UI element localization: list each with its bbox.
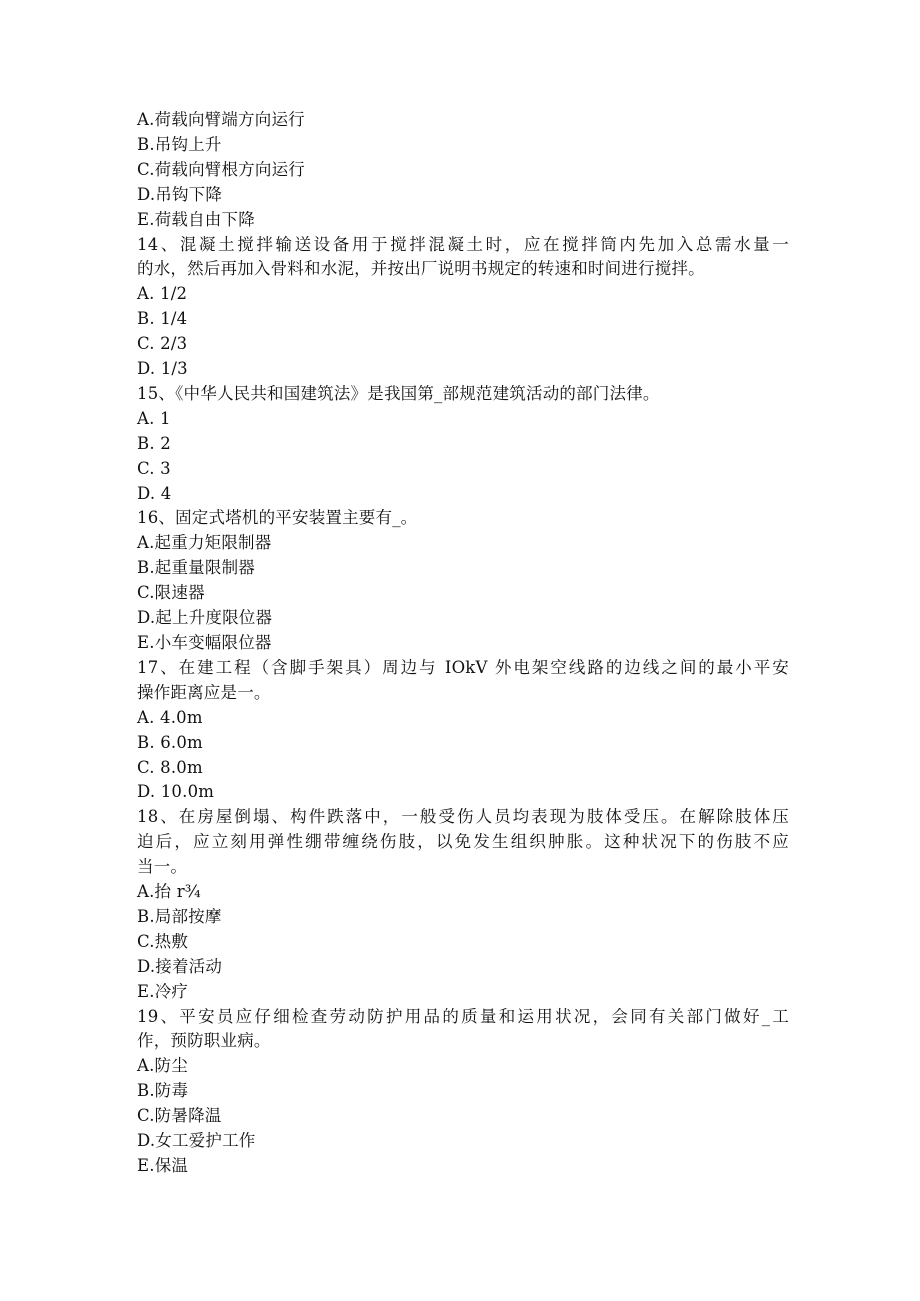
text-line: C. 8.0m <box>137 757 203 777</box>
text-line: C. 2/3 <box>137 334 188 354</box>
text-line: B.局部按摩 <box>137 906 222 926</box>
document-page <box>137 108 789 1179</box>
text-line: C.防暑降温 <box>137 1106 222 1126</box>
text-line: E.保温 <box>137 1155 189 1175</box>
text-line: B.吊钩上升 <box>137 134 222 154</box>
text-line: C.热敷 <box>137 931 189 951</box>
text-line: B. 6.0m <box>137 732 203 752</box>
text-line: E.荷载自由下降 <box>137 209 255 229</box>
text-line: D.起上升度限位器 <box>137 608 273 628</box>
text-line: 的水，然后再加入骨料和水泥，并按出厂说明书规定的转速和时间进行搅拌。 <box>137 259 705 279</box>
text-line: A.起重力矩限制器 <box>137 533 272 553</box>
text-line: D.吊钩下降 <box>137 184 223 204</box>
text-line: D.女工爱护工作 <box>137 1131 256 1151</box>
text-line: 15、《中华人民共和国建筑法》是我国第_部规范建筑活动的部门法律。 <box>137 383 660 403</box>
text-line: 18、在房屋倒塌、构件跌落中，一般受伤人员均表现为肢体受压。在解除肢体压 <box>137 807 789 827</box>
text-line: A. 1/2 <box>137 284 188 304</box>
text-line: B. 1/4 <box>137 309 188 329</box>
text-line: 19、平安员应仔细检查劳动防护用品的质量和运用状况，会同有关部门做好_工 <box>137 1006 789 1026</box>
text-line: C.荷载向臂根方向运行 <box>137 159 305 179</box>
text-line: A. 4.0m <box>137 707 203 727</box>
text-line: E.冷疗 <box>137 981 189 1001</box>
text-line: A.防尘 <box>137 1056 188 1076</box>
text-line: B.起重量限制器 <box>137 558 255 578</box>
text-line: 17、在建工程（含脚手架具）周边与 IOkV 外电架空线路的边线之间的最小平安 <box>137 657 789 677</box>
text-line: C.限速器 <box>137 583 205 603</box>
text-line: E.小车变幅限位器 <box>137 633 272 653</box>
text-line: C. 3 <box>137 458 171 478</box>
text-line: 16、固定式塔机的平安装置主要有_。 <box>137 508 418 528</box>
text-line: 作，预防职业病。 <box>137 1031 271 1051</box>
text-line: A.荷载向臂端方向运行 <box>137 110 305 129</box>
text-line: D. 1/3 <box>137 359 188 379</box>
text-line: 迫后，应立刻用弹性绷带缠绕伤肢，以免发生组织肿胀。这种状况下的伤肢不应 <box>137 832 789 852</box>
text-line: 14、混凝土搅拌输送设备用于搅拌混凝土时，应在搅拌筒内先加入总需水量一 <box>137 234 789 254</box>
text-line: A.抬 r¾ <box>137 882 201 902</box>
text-line: D.接着活动 <box>137 956 223 976</box>
text-line: B. 2 <box>137 433 171 453</box>
text-line: A. 1 <box>137 408 171 428</box>
text-line: D. 10.0m <box>137 782 215 802</box>
text-line: 操作距离应是一。 <box>137 682 271 702</box>
text-line: D. 4 <box>137 483 172 503</box>
text-line: 当一。 <box>137 857 188 877</box>
text-line: B.防毒 <box>137 1081 189 1101</box>
